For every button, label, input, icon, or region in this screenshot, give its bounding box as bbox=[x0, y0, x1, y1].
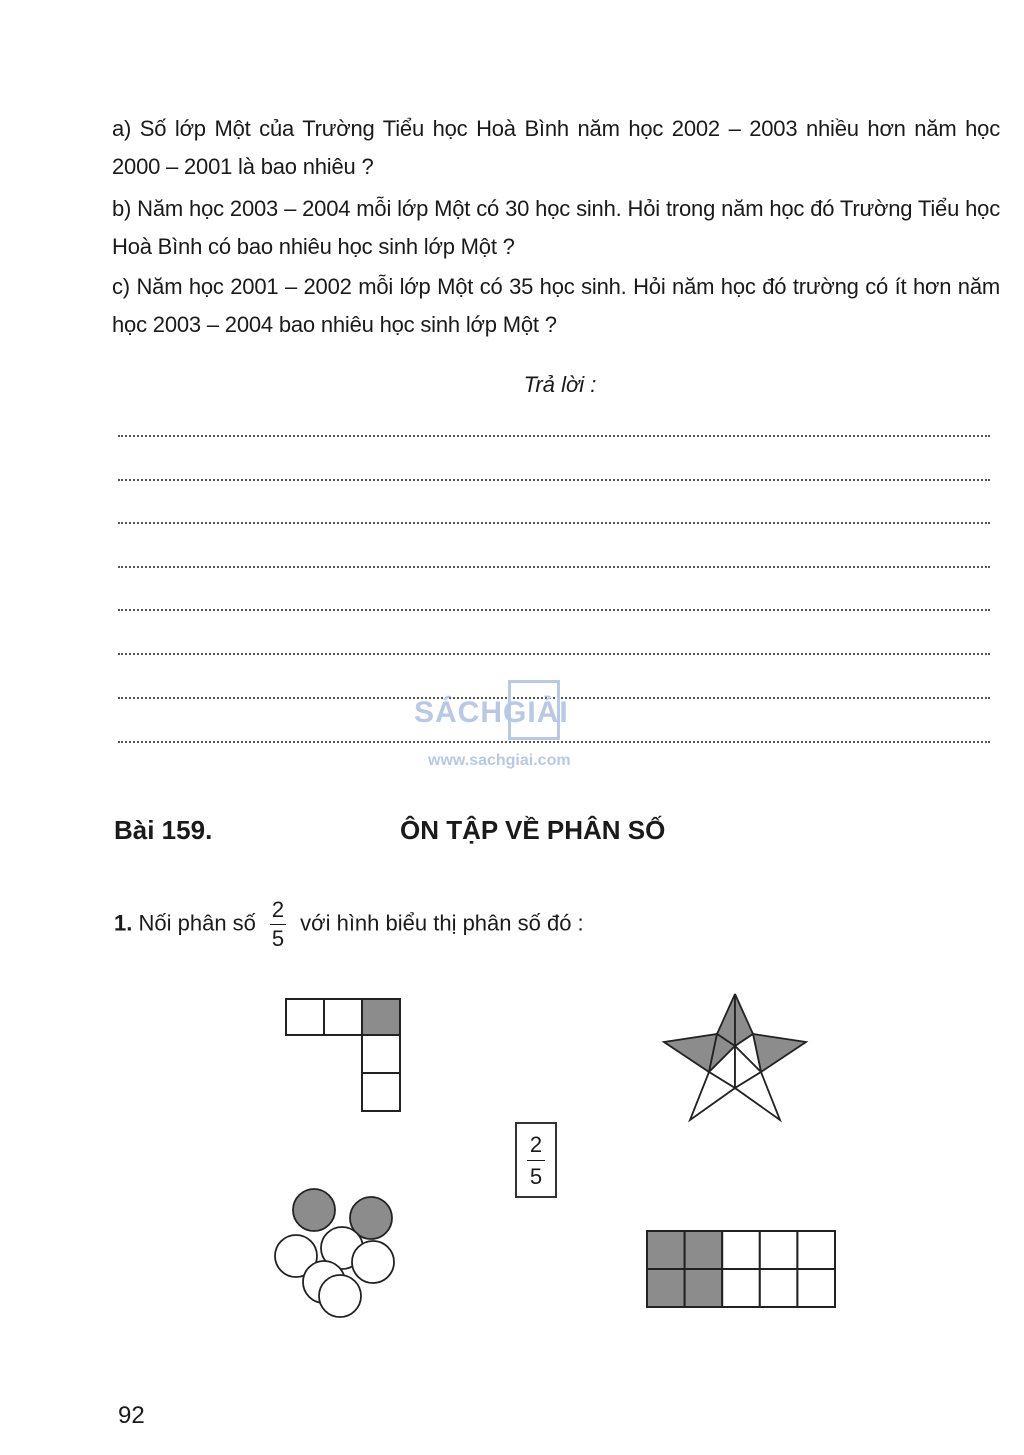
star-piece-shaded bbox=[664, 1034, 717, 1072]
l-square bbox=[362, 1035, 400, 1073]
grid-cell-shaded bbox=[647, 1231, 685, 1269]
fraction-bar bbox=[270, 924, 286, 925]
answer-line[interactable] bbox=[118, 566, 990, 568]
question-c: c) Năm học 2001 – 2002 mỗi lớp Một có 35 học sinh. Hỏi năm học đó trường có ít hơn năm học 2003 – 2004 bao nhiêu học sinh lớp Một ? bbox=[112, 274, 1000, 337]
answer-line[interactable] bbox=[118, 609, 990, 611]
grid-cell bbox=[760, 1231, 798, 1269]
l-square bbox=[362, 1073, 400, 1111]
star-piece-shaded bbox=[753, 1034, 806, 1072]
answer-line[interactable] bbox=[118, 435, 990, 437]
star-figure[interactable] bbox=[660, 990, 810, 1124]
circle-shaded bbox=[293, 1189, 335, 1231]
l-shape-figure[interactable] bbox=[284, 997, 406, 1115]
center-fraction-bar bbox=[527, 1160, 545, 1161]
task-fraction bbox=[270, 898, 286, 951]
task-text-before: Nối phân số bbox=[138, 910, 256, 936]
question-b: b) Năm học 2003 – 2004 mỗi lớp Một có 30 học sinh. Hỏi trong năm học đó Trường Tiểu học Hoà Bình có bao nhiêu học sinh lớp Một ? bbox=[112, 196, 1000, 259]
circle bbox=[319, 1275, 361, 1317]
fraction-numerator: 2 bbox=[271, 897, 285, 922]
grid-cell-shaded bbox=[685, 1269, 723, 1307]
answer-label: Trả lời : bbox=[523, 372, 597, 397]
center-fraction-box[interactable] bbox=[515, 1122, 557, 1198]
watermark bbox=[410, 680, 620, 780]
l-square bbox=[324, 999, 362, 1035]
fraction-denominator: 5 bbox=[271, 926, 285, 951]
grid-cell bbox=[722, 1269, 760, 1307]
l-square bbox=[286, 999, 324, 1035]
circles-figure[interactable] bbox=[270, 1186, 398, 1322]
lesson-title: ÔN TẬP VỀ PHÂN SỐ bbox=[400, 815, 666, 845]
answer-line[interactable] bbox=[118, 479, 990, 481]
grid-cell bbox=[797, 1269, 835, 1307]
page-number: 92 bbox=[118, 1402, 145, 1429]
grid-cell bbox=[797, 1231, 835, 1269]
task-1 bbox=[114, 898, 584, 958]
answer-line[interactable] bbox=[118, 522, 990, 524]
center-fraction-denominator: 5 bbox=[529, 1164, 543, 1189]
lesson-number: Bài 159. bbox=[114, 815, 213, 845]
l-square-shaded bbox=[362, 999, 400, 1035]
grid-cell-shaded bbox=[685, 1231, 723, 1269]
grid-figure[interactable] bbox=[645, 1229, 838, 1311]
answer-line[interactable] bbox=[118, 653, 990, 655]
grid-cell bbox=[722, 1231, 760, 1269]
center-fraction-numerator: 2 bbox=[529, 1132, 543, 1157]
task-number: 1. bbox=[114, 910, 133, 936]
grid-cell-shaded bbox=[647, 1269, 685, 1307]
circle bbox=[352, 1241, 394, 1283]
question-a: a) Số lớp Một của Trường Tiểu học Hoà Bình năm học 2002 – 2003 nhiều hơn năm học 2000 – 2001 là bao nhiêu ? bbox=[112, 116, 1000, 179]
grid-cell bbox=[760, 1269, 798, 1307]
watermark-url: www.sachgiai.com bbox=[428, 752, 571, 769]
watermark-brand: SÁCHGIẢI bbox=[414, 696, 569, 729]
task-text-after: với hình biểu thị phân số đó : bbox=[300, 910, 584, 936]
